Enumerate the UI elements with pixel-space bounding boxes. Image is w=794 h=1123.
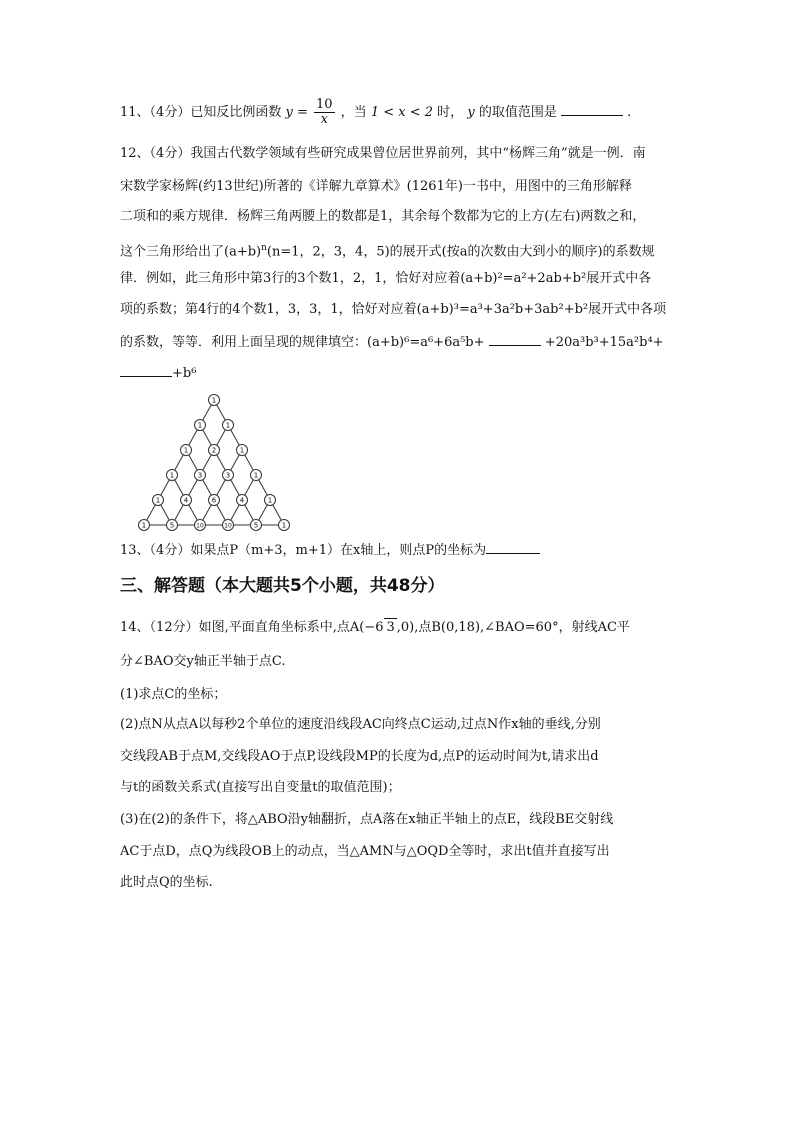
q14-line-7: (3)在(2)的条件下，将△ABO沿y轴翻折，点A落在x轴正半轴上的点E，线段BE交射线: [120, 812, 614, 827]
q12-line-8-text: +b⁶: [172, 366, 197, 381]
triangle-node: [251, 520, 262, 531]
triangle-node-value: 3: [225, 471, 231, 480]
q14-line-2: 分∠BAO交y轴正半轴于点C.: [120, 654, 286, 669]
triangle-node: [265, 495, 276, 506]
q12-line-5: 律．例如，此三角形中第3行的3个数1，2，1，恰好对应着(a+b)²=a²+2ab+b²展开式中各: [120, 271, 652, 286]
triangle-node-value: 3: [197, 471, 203, 480]
triangle-grid-lines: [144, 400, 284, 525]
q12-line-1: 12、（4分）我国古代数学领域有些研究成果曾位居世界前列，其中“杨辉三角”就是一例．南: [120, 146, 646, 161]
q11-denominator: x: [320, 112, 328, 127]
triangle-node: [237, 445, 248, 456]
triangle-node-value: 1: [211, 396, 217, 405]
triangle-node-value: 6: [211, 496, 217, 505]
q11-prefix: 11、（4分）已知反比例函数: [120, 105, 282, 120]
triangle-node-value: 5: [169, 521, 175, 530]
q12-line-6: 项的系数；第4行的4个数1，3，3，1，恰好对应着(a+b)³=a³+3a²b+3ab²+b²展开式中各项: [120, 302, 667, 317]
triangle-node: [209, 445, 220, 456]
section-3-heading: 三、解答题（本大题共5个小题，共48分）: [120, 576, 445, 596]
triangle-node: [153, 495, 164, 506]
q12-line-4a: 这个三角形给出了(a+b): [120, 244, 262, 260]
triangle-node: [251, 470, 262, 481]
triangle-node-value: 10: [224, 522, 232, 530]
triangle-node: [181, 495, 192, 506]
q12-line-4-exponent: n: [261, 243, 267, 253]
q12-answer-blank-2[interactable]: [120, 363, 172, 377]
q14-line-3: (1)求点C的坐标；: [120, 687, 227, 702]
triangle-node: [209, 495, 220, 506]
triangle-node-value: 1: [183, 446, 189, 455]
triangle-node: [167, 470, 178, 481]
q12-line-2: 宋数学家杨辉(约13世纪)所著的《详解九章算术》(1261年)一书中，用图中的三角形解释: [120, 179, 632, 194]
q13-text: 13、（4分）如果点P（m+3，m+1）在x轴上，则点P的坐标为: [120, 543, 487, 558]
q14-line-4: (2)点N从点A以每秒2个单位的速度沿线段AC向终点C运动,过点N作x轴的垂线,分别: [120, 717, 601, 732]
q14-line-9: 此时点Q的坐标.: [120, 875, 213, 890]
q12-line-4: [120, 239, 680, 261]
q11-suffix: 的取值范围是: [478, 105, 557, 120]
q14-line-8: AC于点D，点Q为线段OB上的动点，当△AMN与△OQD全等时，求出t值并直接写出: [120, 844, 610, 859]
q11-middle: ，当: [340, 105, 367, 120]
triangle-nodes: [139, 395, 290, 531]
q11-func-y: y =: [285, 105, 308, 120]
triangle-node-value: 1: [225, 421, 231, 430]
q13-answer-blank[interactable]: [486, 540, 540, 554]
triangle-node: [181, 445, 192, 456]
q14-line-1: [120, 618, 680, 637]
q12-line-7b: +20a³b³+15a²b⁴+: [544, 335, 664, 350]
triangle-node: [195, 470, 206, 481]
triangle-node-value: 1: [141, 521, 147, 530]
triangle-node-value: 2: [211, 446, 217, 455]
q11-end: .: [627, 105, 632, 120]
triangle-node: [167, 520, 178, 531]
triangle-node: [223, 470, 234, 481]
q14-sqrt: 3: [386, 620, 395, 635]
triangle-node-value: 1: [197, 421, 203, 430]
triangle-node-value: 1: [253, 471, 259, 480]
q12-answer-blank-1[interactable]: [489, 332, 541, 346]
q14-line-5: 交线段AB于点M,交线段AO于点P,设线段MP的长度为d,点P的运动时间为t,请求出d: [120, 749, 599, 764]
triangle-node: [139, 520, 150, 531]
q14-line-1b: ,0),点B(0,18),∠BAO=60°，射线AC平: [396, 620, 630, 635]
triangle-node: [237, 495, 248, 506]
q11-var-y: y: [467, 105, 475, 120]
q11-fraction: [314, 98, 335, 127]
triangle-node-value: 10: [196, 522, 204, 530]
triangle-node-value: 4: [239, 496, 245, 505]
q12-line-3: 二项和的乘方规律．杨辉三角两腰上的数都是1，其余每个数都为它的上方(左右)两数之和，: [120, 209, 646, 224]
q12-line-7: [120, 332, 680, 352]
q14-line-6: 与t的函数关系式(直接写出自变量t的取值范围)；: [120, 780, 401, 795]
q12-line-8: [120, 363, 680, 383]
question-11: [120, 98, 680, 127]
triangle-node-value: 1: [155, 496, 161, 505]
yang-hui-triangle-figure: [130, 392, 292, 532]
triangle-node: [223, 420, 234, 431]
triangle-node-value: 1: [169, 471, 175, 480]
triangle-node-value: 1: [239, 446, 245, 455]
triangle-node-value: 5: [253, 521, 259, 530]
triangle-node: [209, 395, 220, 406]
q11-answer-blank[interactable]: [561, 102, 623, 116]
triangle-node: [223, 520, 234, 531]
triangle-node-value: 1: [281, 521, 287, 530]
q12-line-7a: 的系数，等等．利用上面呈现的规律填空：(a+b)⁶=a⁶+6a⁵b+: [120, 335, 485, 350]
q12-line-4b: (n=1，2，3，4，5)的展开式(按a的次数由大到小的顺序)的系数规: [266, 244, 655, 260]
triangle-node-value: 1: [267, 496, 273, 505]
triangle-node: [195, 420, 206, 431]
q11-range: 1 < x < 2: [370, 105, 434, 120]
triangle-node: [279, 520, 290, 531]
q11-after-range: 时，: [437, 105, 464, 120]
question-13: [120, 540, 680, 560]
triangle-node: [195, 520, 206, 531]
q14-line-1a: 14、（12分）如图,平面直角坐标系中,点A(−6: [120, 620, 384, 635]
triangle-node-value: 4: [183, 496, 189, 505]
q11-numerator: 10: [315, 97, 333, 112]
